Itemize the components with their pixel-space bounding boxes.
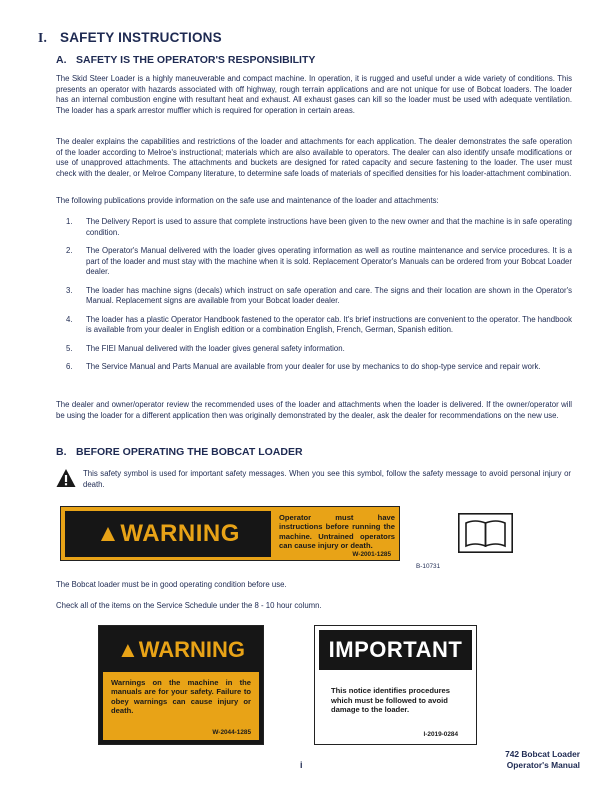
list-item-text: The FIEI Manual delivered with the loader gives general safety information.	[86, 343, 345, 353]
list-item	[56, 362, 572, 373]
list-item-text: The loader has a plastic Operator Handbook fastened to the operator cab. It's brief instructions are convenient to the operator. The handbook is available from your dealer in English edition or a combination English, French, German, Spanish edition.	[86, 314, 572, 334]
list-item-number: 2.	[66, 246, 73, 255]
list-item-number: 4.	[66, 314, 73, 324]
warning-decal-header	[103, 630, 259, 670]
footer-model: 742 Bobcat Loader	[505, 749, 580, 759]
list-item-text: The Delivery Report is used to assure that complete instructions have been given to the new owner and that the machine is in safe operating condition.	[86, 217, 572, 237]
warning-decal-instructions	[60, 506, 400, 561]
list-item-text: The loader has machine signs (decals) which instruct on safe operation and care. The signs and their location are shown in the Operator's Manual. Replacement signs are available from your Bobcat loader dealer.	[86, 285, 572, 305]
warning-triangle-icon	[56, 468, 76, 488]
paragraph-dealer-explains: The dealer explains the capabilities and restrictions of the loader and attachments for each application. The dealer demonstrates the safe operation of the loader according to Melroe's instructional; materials which are also available to operators. The dealer can also identify unsafe modifications or use of unapproved attachments. The attachments and buckets are designed for rated capacity and secure fastening to the loader. The user must check with the dealer, or Melroe Company literature, to determine safe loads of materials of specified densities for his loader-attachment combination.	[56, 137, 572, 178]
section-number: I.	[38, 30, 48, 45]
important-decal-header-text: IMPORTANT	[328, 637, 463, 662]
warning-decal-header-text: ▲WARNING	[96, 520, 240, 547]
paragraph-good-condition: The Bobcat loader must be in good operating condition before use.	[56, 580, 287, 589]
warning-decal-message: Warnings on the machine in the manuals are for your safety. Failure to obey warnings can cause injury or death.	[111, 678, 251, 716]
footer-manual-title: Operator's Manual	[506, 760, 580, 770]
warning-decal-code: W-2001-1285	[352, 551, 391, 558]
safety-symbol-text: This safety symbol is used for important safety messages. When you see this symbol, follow the safety message to avoid personal injury or death.	[83, 469, 571, 489]
subsection-b-letter: B.	[56, 446, 67, 458]
paragraph-publications-intro: The following publications provide information on the safe use and maintenance of the loader and attachments:	[56, 196, 439, 205]
paragraph-service-schedule: Check all of the items on the Service Schedule under the 8 - 10 hour column.	[56, 601, 322, 610]
book-icon-code: B-10731	[416, 563, 441, 570]
paragraph-machine-overview: The Skid Steer Loader is a highly maneuverable and compact machine. In operation, it is rugged and useful under a wide variety of conditions. This presents an operator with hazards associated with off highway, rough terrain applications and are not unique for use of Bobcat loaders. The loader has an internal combustion engine with resultant heat and exhaust. All exhaust gases can kill so the loader must be used with adequate ventilation. The loader has a spark arrestor muffler which is required for operation in certain areas.	[56, 74, 572, 115]
list-item-number: 3.	[66, 285, 73, 295]
warning-decal-manuals	[98, 625, 264, 745]
section-heading	[38, 30, 222, 46]
section-title: SAFETY INSTRUCTIONS	[60, 30, 222, 45]
footer	[470, 749, 580, 771]
list-item	[56, 286, 572, 307]
list-item-number: 5.	[66, 343, 73, 353]
subsection-a-letter: A.	[56, 54, 67, 66]
warning-decal-header	[65, 511, 271, 557]
book-icon	[458, 513, 513, 553]
list-item-number: 6.	[66, 362, 73, 371]
page-number: i	[300, 760, 303, 770]
important-decal	[314, 625, 477, 745]
paragraph-dealer-review: The dealer and owner/operator review the recommended uses of the loader and attachments when the loader is delivered. If the owner/operator will be using the loader for a different application then was originally demonstrated by the dealer, ask the dealer for recommendations on the new use.	[56, 400, 572, 420]
warning-decal-header-text: ▲WARNING	[116, 637, 246, 662]
publications-list	[56, 217, 572, 373]
list-item-number: 1.	[66, 217, 73, 226]
subsection-b-title: BEFORE OPERATING THE BOBCAT LOADER	[76, 446, 303, 458]
subsection-a-title: SAFETY IS THE OPERATOR'S RESPONSIBILITY	[76, 54, 316, 66]
list-item	[56, 315, 572, 336]
important-decal-message: This notice identifies procedures which must be followed to avoid damage to the loader.	[331, 686, 450, 715]
warning-decal-message: Operator must have instructions before running the machine. Untrained operators can cause injury or death.	[279, 513, 395, 551]
list-item-text: The Operator's Manual delivered with the loader gives operating information as well as routine maintenance and service procedures. It is a part of the loader and must stay with the machine when it is sold. Replacement Operator's Manuals can be ordered from your Bobcat Loader dealer.	[86, 246, 572, 276]
list-item	[56, 246, 572, 278]
list-item-text: The Service Manual and Parts Manual are available from your dealer for use by mechanics to do shop-type service and repair work.	[86, 362, 541, 371]
list-item	[56, 344, 572, 355]
list-item	[56, 217, 572, 238]
warning-decal-body	[103, 672, 259, 740]
subsection-b-heading	[56, 446, 303, 458]
important-decal-code: I-2019-0284	[423, 731, 458, 738]
subsection-a-heading	[56, 54, 315, 66]
important-decal-header	[319, 630, 472, 670]
warning-decal-code: W-2044-1285	[212, 729, 251, 736]
